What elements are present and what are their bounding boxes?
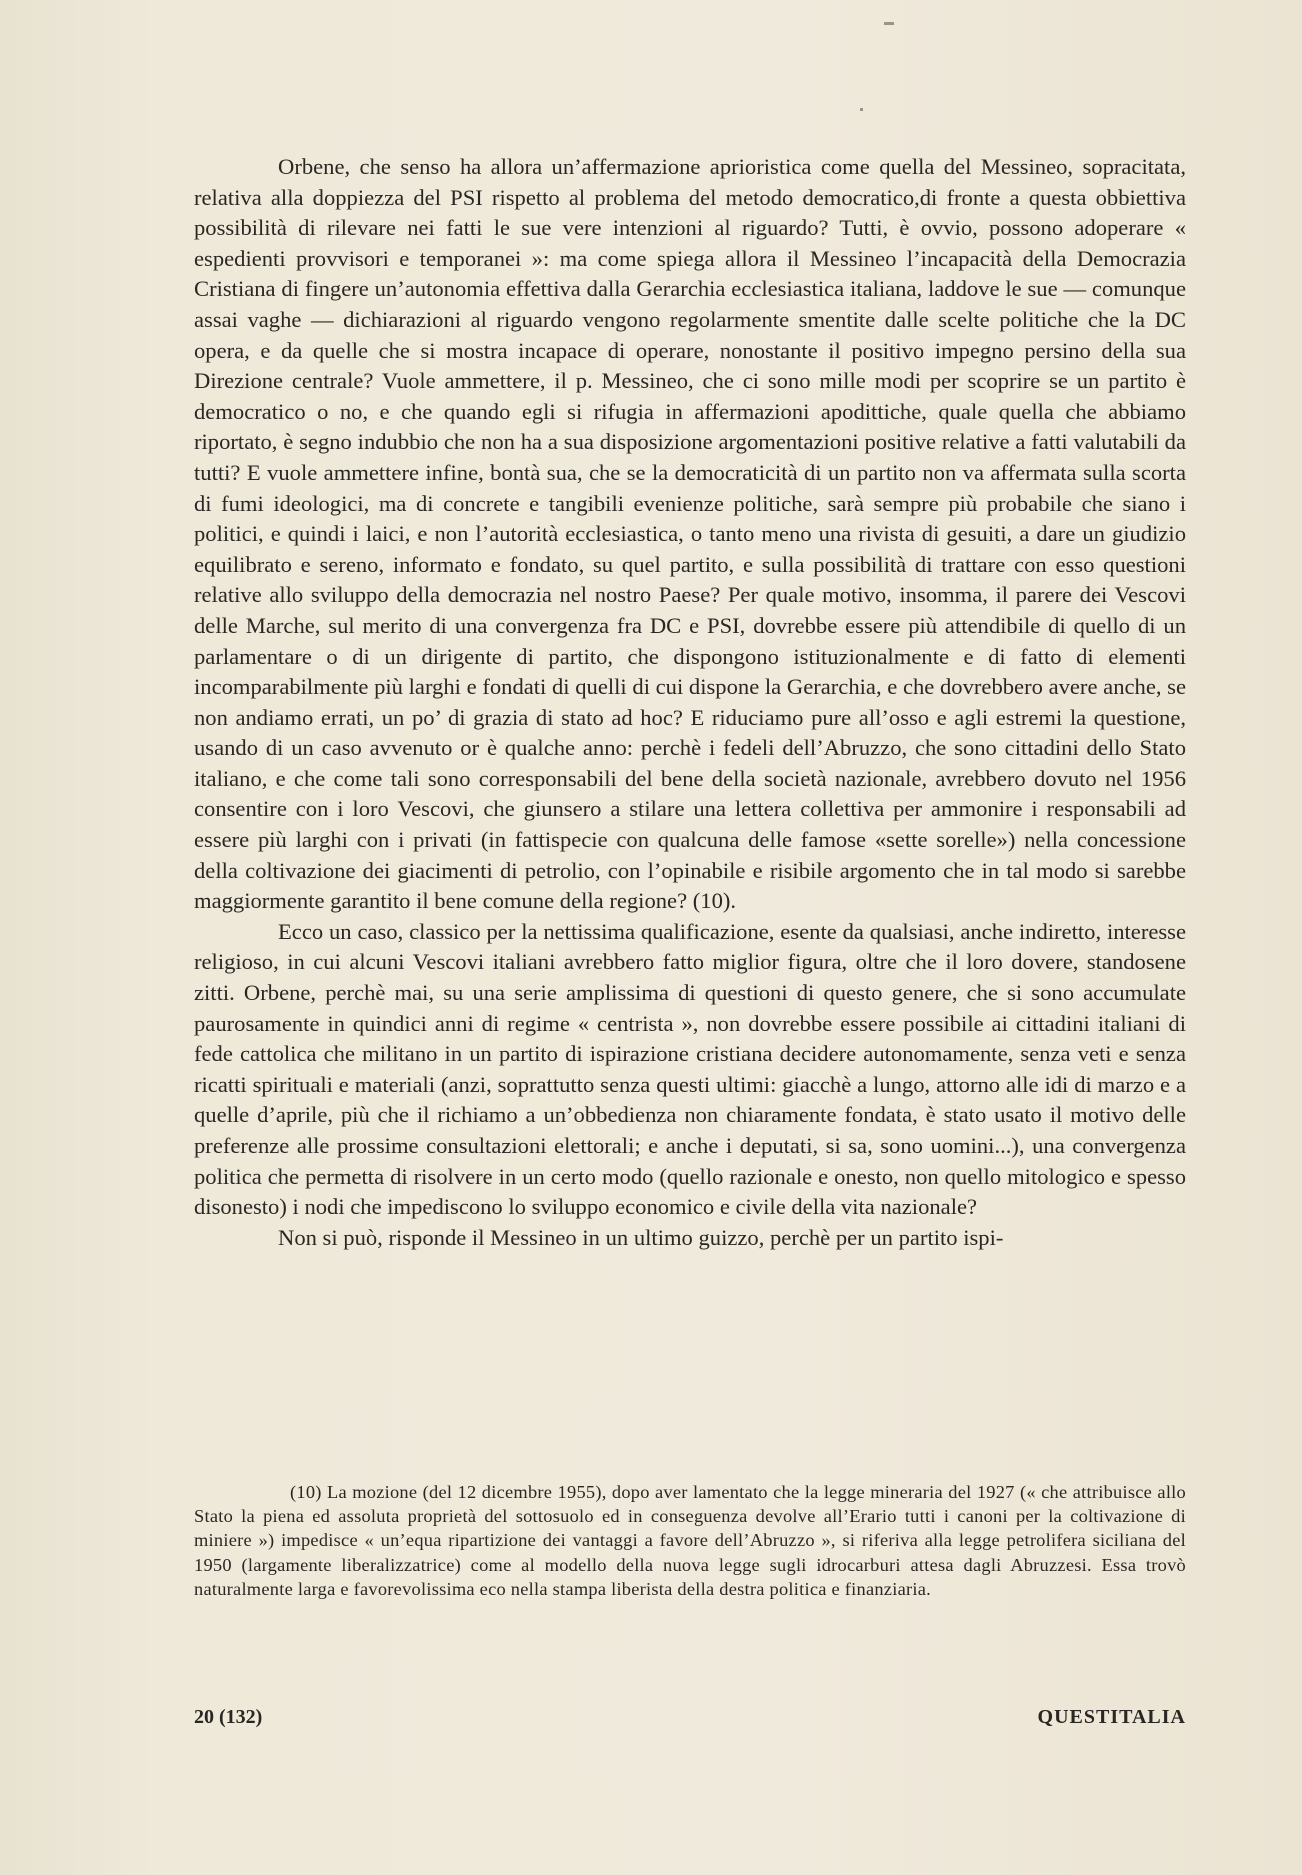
page-number: 20 (132) — [194, 1706, 263, 1728]
body-text — [194, 152, 1186, 1253]
journal-name: QUESTITALIA — [1037, 1706, 1186, 1728]
scan-speck — [884, 22, 894, 25]
footnote-text: (10) La mozione (del 12 dicembre 1955), dopo aver lamentato che la legge mineraria del 1927 (« che attribuisce allo Stato la piena ed assoluta proprietà del sottosuolo ed in conseguenza devolve all’Erario tutti i canoni per la coltivazione di miniere ») impedisce « un’equa ripartizione dei vantaggi a favore dell’Abruzzo », si riferiva alla legge petrolifera siciliana del 1950 (largamente liberalizzatrice) come al modello della nuova legge sugli idrocarburi attesa dagli Abruzzesi. Essa trovò naturalmente larga e favorevolissima eco nella stampa liberista della destra politica e finanziaria. — [194, 1482, 1186, 1599]
paragraph: Orbene, che senso ha allora un’affermazione aprioristica come quella del Messineo, sopracitata, relativa alla doppiezza del PSI rispetto al problema del metodo democratico,di fronte a questa obbiettiva possibilità di rilevare nei fatti le sue vere intenzioni al riguardo? Tutti, è ovvio, possono adoperare « espedienti provvisori e temporanei »: ma come spiega allora il Messineo l’incapacità della Democrazia Cristiana di fingere un’autonomia effettiva dalla Gerarchia ecclesiastica italiana, laddove le sue — comunque assai vaghe — dichiarazioni al riguardo vengono regolarmente smentite dalle scelte politiche che la DC opera, e da quelle che si mostra incapace di operare, nonostante il positivo impegno persino della sua Direzione centrale? Vuole ammettere, il p. Messineo, che ci sono mille modi per scoprire se un partito è democratico o no, e che quando egli si rifugia in affermazioni apodittiche, quale quella che abbiamo riportato, è segno indubbio che non ha a sua disposizione argomentazioni positive relative a fatti valutabili da tutti? E vuole ammettere infine, bontà sua, che se la democraticità di un partito non va affermata sulla scorta di fumi ideologici, ma di concrete e tangibili evenienze politiche, sarà sempre più probabile che siano i politici, e quindi i laici, e non l’autorità ecclesiastica, o tanto meno una rivista di gesuiti, a dare un giudizio equilibrato e sereno, informato e fondato, su quel partito, e sulla possibilità di trattare con esso questioni relative allo sviluppo della democrazia nel nostro Paese? Per quale motivo, insomma, il parere dei Vescovi delle Marche, sul merito di una convergenza fra DC e PSI, dovrebbe essere più attendibile di quello di un parlamentare o di un dirigente di partito, che dispongono istituzionalmente e di fatto di elementi incomparabilmente più larghi e fondati di quelli di cui dispone la Gerarchia, e che dovrebbero avere anche, se non andiamo errati, un po’ di grazia di stato ad hoc? E riduciamo pure all’osso e agli estremi la questione, usando di un caso avvenuto or è qualche anno: perchè i fedeli dell’Abruzzo, che sono cittadini dello Stato italiano, e che come tali sono corresponsabili del bene della società nazionale, avrebbero dovuto nel 1956 consentire con i loro Vescovi, che giunsero a stilare una lettera collettiva per ammonire i responsabili ad essere più larghi con i privati (in fattispecie con qualcuna delle famose «sette sorelle») nella concessione della coltivazione dei giacimenti di petrolio, con l’opinabile e risibile argomento che in tal modo si sarebbe maggiormente garantito il bene comune della regione? (10). — [194, 154, 1186, 914]
scan-speck — [860, 108, 863, 111]
paragraph: Ecco un caso, classico per la nettissima qualificazione, esente da qualsiasi, anche indiretto, interesse religioso, in cui alcuni Vescovi italiani avrebbero fatto miglior figura, oltre che il loro dovere, standosene zitti. Orbene, perchè mai, su una serie amplissima di questioni di questo genere, che si sono accumulate paurosamente in quindici anni di regime « centrista », non dovrebbe essere possibile ai cittadini italiani di fede cattolica che militano in un partito di ispirazione cristiana decidere autonomamente, senza veti e senza ricatti spirituali e materiali (anzi, soprattutto senza questi ultimi: giacchè a lungo, attorno alle idi di marzo e a quelle d’aprile, più che il richiamo a un’obbedienza non chiaramente fondata, è stato usato il motivo delle preferenze alle prossime consultazioni elettorali; e anche i deputati, si sa, sono uomini...), una convergenza politica che permetta di risolvere in un certo modo (quello razionale e onesto, non quello mitologico e spesso disonesto) i nodi che impediscono lo sviluppo economico e civile della vita nazionale? — [194, 918, 1186, 1220]
paragraph: Non si può, risponde il Messineo in un ultimo guizzo, perchè per un partito ispi- — [278, 1224, 1004, 1250]
footnote — [194, 1480, 1186, 1601]
